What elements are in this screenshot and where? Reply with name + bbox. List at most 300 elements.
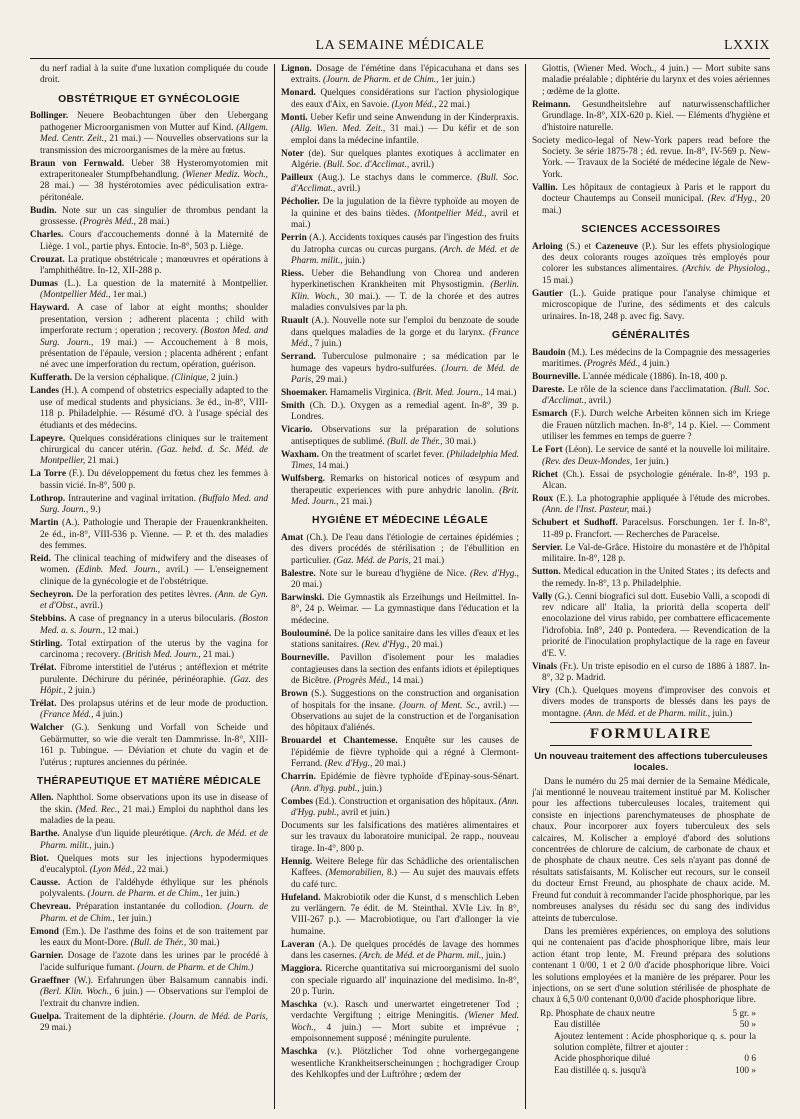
entry-author: Dareste. — [532, 384, 565, 395]
entry-author: Crouzat. — [30, 254, 65, 265]
section-heading: THÉRAPEUTIQUE ET MATIÈRE MÉDICALE — [36, 775, 262, 787]
entry-author: Walcher — [30, 723, 64, 734]
entry-date: mai.) — [629, 505, 651, 516]
entry-citation: (Journ. de Pharm. et de Chim., — [40, 902, 268, 924]
bibliography-entry — [532, 183, 770, 217]
entry-citation: (Berl. Klin. Woch., — [40, 987, 112, 998]
formula-ingredient: Eau distillée q. s. jusqu'à — [554, 1065, 647, 1076]
bibliography-entry — [281, 653, 519, 687]
bibliography-entry — [30, 279, 268, 302]
entry-author: Kufferath. — [30, 373, 73, 384]
entry-author: Dumas — [30, 278, 58, 289]
formulaire-paragraph: Dans les premières expériences, on employa des solutions qui ne contenaient pas d'acide phosphorique libre, mais leur action étant trop lente, M. Freund prépara des solutions contenant 1 0/00, 1 et 2 0/0 d'acide phosphorique libre. Voici les solutions employées et la manière de les préparer. Pour les injections, on se sert d'une solution stérilisée de phosphate de chaux à 6,5 0/0 contenant 0,0/00 d'acide phosphorique libre. — [532, 926, 770, 1006]
entry-date: 20 mai.) — [291, 580, 322, 591]
entry-title: La pratique obstétricale ; manœuvres et opérations à l'amphithéâtre. In-12, XII-288 p. — [40, 254, 268, 276]
bibliography-entry — [532, 518, 770, 541]
entry-author: Reimann. — [532, 99, 571, 110]
entry-author: Martin — [30, 518, 59, 529]
entry-title: On the treatment of scarlet fever. — [318, 449, 447, 460]
entry-author: Combes — [281, 796, 314, 807]
section-heading: GÉNÉRALITÉS — [611, 330, 691, 341]
entry-author: Maschka — [281, 1047, 318, 1058]
entry-author: Stirling. — [30, 638, 63, 649]
entry-author: Le Fort — [532, 445, 563, 456]
entry-citation: (Allg. Wien. Med. Zeit., — [291, 124, 386, 135]
bibliography-entry — [281, 316, 519, 350]
bibliography-entry — [281, 772, 519, 795]
entry-title: Gesundheitslehre auf naturwissenschaftlicher Grundlage. In-8°, XIX-620 p. Kiel. — Eléments d'hygiène et d'histoire naturelle. — [542, 99, 770, 133]
entry-author: Laveran — [281, 939, 315, 950]
entry-title: L'année médicale (1886). In-18, 400 p. — [580, 371, 728, 382]
bibliography-entry — [281, 450, 519, 473]
entry-author: Allen. — [30, 793, 54, 804]
formulaire-rule — [550, 722, 752, 723]
formula-ingredient: Acide phosphorique dilué — [554, 1054, 651, 1065]
entry-author: Causse. — [30, 878, 61, 889]
entry-title: (Ch.). Quelques moyens d'improviser des convois et divers modes de transports de blessés dans les pays de montagne. — [542, 686, 770, 719]
entry-author: Boulouminé. — [281, 628, 332, 639]
bibliography-entry — [281, 569, 519, 592]
entry-citation: (Med. Rec., — [75, 804, 120, 815]
entry-citation: (Montpellier Méd., — [414, 208, 487, 219]
entry-title: (F.). Du développement du fœtus chez les femmes à bassin vicié. In-8°, 500 p. — [40, 469, 268, 491]
entry-author: Brown — [281, 689, 308, 700]
entry-author: Secheyron. — [30, 589, 74, 600]
entry-title: (v.). Rasch und unerwartet eingetretener Tod ; verdachte Vergiftung ; eitrige Meningitis. — [291, 1000, 519, 1022]
entry-date: 8.) — Au sujet des mauvais effets du café turc. — [291, 868, 519, 890]
entry-date: 28 mai.) — [135, 217, 170, 228]
entry-author: Biot. — [30, 853, 49, 864]
entry-author: Baudoin — [532, 347, 566, 358]
bibliography-entry — [281, 269, 519, 315]
entry-title: De la version céphalique. — [72, 373, 172, 384]
entry-date: juin.) — [359, 783, 382, 794]
entry-date: 22 mai.) — [436, 99, 470, 110]
bibliography-entry — [30, 255, 268, 278]
section-heading: OBSTÉTRIQUE ET GYNÉCOLOGIE — [58, 93, 240, 105]
entry-date: 30 mai.). — T. de la chorée et des autres maladies convulsives par la ph. — [291, 291, 519, 314]
entry-citation: (Rev. d'Hyg., — [470, 568, 519, 579]
entry-citation: (Progrès Méd., — [79, 217, 136, 228]
bibliography-entry — [532, 372, 770, 383]
entry-author: Trélat. — [30, 663, 57, 674]
bibliography-entry — [281, 533, 519, 567]
entry-author: Balestre. — [281, 568, 316, 579]
bibliography-entry — [281, 352, 519, 386]
formula-row — [540, 1009, 770, 1020]
entry-date: 14 mai.) — [482, 387, 517, 398]
entry-citation: (Brit. Med. Journ., — [291, 485, 519, 507]
entry-title: (M.). Les médecins de la Compagnie des messageries maritimes. — [542, 347, 770, 369]
formula-row — [540, 1054, 770, 1065]
entry-date: 28 mai.) — 38 hystérotomies avec pédiculisation extra-péritonéale. — [40, 181, 268, 203]
formula-quantity: 5 gr. » — [732, 1008, 756, 1019]
entry-citation: (Allgem. Med. Centr. Zeit., — [40, 122, 268, 145]
bibliography-entry — [30, 469, 268, 492]
entry-title: Ueber die Behandlung von Chorea und anderen hyperkinetischen Krankheiten mit Physostigmin. — [291, 269, 519, 291]
entry-title: Préparation instantanée du collodion. — [70, 902, 228, 913]
entry-citation: (Progrès Méd., — [583, 358, 641, 369]
entry-author: Vallin. — [532, 182, 558, 193]
bibliography-entry — [532, 494, 770, 517]
entry-citation: (Brit. Med. Journ., — [413, 387, 483, 398]
page-number: LXXIX — [723, 38, 770, 53]
entry-citation: (Ann. d'Hyg. publ., — [291, 796, 519, 818]
entry-author: Reid. — [30, 554, 51, 565]
entry-date: juin.) — [91, 840, 114, 851]
bibliography-entry — [30, 793, 268, 827]
continuation-text: Glottis, (Wiener Med. Woch., 4 juin.) — Mort subite sans maladie préalable ; diphtérie du larynx et des voies aériennes ; œdème de la glotte. — [542, 64, 770, 97]
entry-title: (Ch.). Essai de psychologie générale. In-8°, 193 p. Alcan. — [542, 469, 770, 491]
entry-citation: (Berlin. Klin. Woch., — [291, 280, 519, 302]
entry-author: Vicario. — [281, 425, 313, 436]
bibliography-entry — [281, 233, 519, 267]
bibliography-entry — [30, 111, 268, 157]
entry-citation: (Philadelphia Med. Times, — [291, 449, 519, 472]
formula-ingredient: Ajoutez lentement : Acide phosphorique q. s. pour la solution complète, filtrer et ajouter : — [554, 1031, 756, 1053]
bibliography-entry — [281, 64, 519, 87]
bibliography-entry — [30, 159, 268, 205]
entry-citation: (Ann. de l'Inst. Pasteur, — [542, 505, 630, 516]
entry-author: Waxham. — [281, 449, 319, 460]
entry-title: (H.). A compend of obstetrics especially adapted to the use of medical students and physicians. 3e éd., in-8°, VIII-118 p. Philadelphie. — Résumé d'O. à l'usage spécial des étudiants et des médecins. — [40, 386, 268, 431]
entry-citation: (Buffalo Med. and Surg. Journ., — [40, 493, 268, 516]
entry-title: Fibrome interstitiel de l'utérus ; antéflexion et métrite purulente. Déchirure du périnée, périnéoraphie. — [40, 663, 268, 685]
entry-title: Le Val-de-Grâce. Histoire du monastère et de l'hôpital militaire. In-8°, 128 p. — [542, 542, 770, 565]
bibliography-entry — [281, 964, 519, 998]
entry-title: (A.). Pathologie und Therapie der Frauenkrankheiten. 2e éd., in-8°, VIII-536 p. Vienne. — P. et th. des maladies des femmes. — [40, 518, 268, 552]
bibliography-entry — [30, 590, 268, 613]
bibliography-entry — [532, 567, 770, 590]
bibliography-entry — [532, 385, 770, 408]
entry-citation: (Ann. de Méd. et de Pharm. milit., — [583, 708, 711, 719]
entry-author: Pailleux — [281, 173, 314, 184]
bibliography-entry — [30, 902, 268, 925]
entry-date: 2 juin.) — [208, 373, 238, 384]
journal-title: LA SEMAINE MÉDICALE — [315, 38, 485, 53]
header-rule — [30, 58, 770, 59]
entry-citation: (Boston Med. a. s. Journ., — [40, 614, 268, 636]
entry-citation: (Arch. de Méd. et de Pharm. milit., — [291, 244, 519, 267]
entry-title: Pavillon d'isolement pour les maladies contagieuses dans la section des enfants idiots et épileptiques de Bicêtre. — [291, 653, 519, 687]
entry-title: Les hôpitaux de contagieux à Paris et le rapport du docteur Chautemps au Conseil municipal. — [542, 182, 770, 205]
bibliography-entry — [281, 1047, 519, 1081]
entry-date: 1er juin.) — [202, 889, 240, 900]
entry-title: Naphthol. Some observations upon its use in disease of the skin. — [40, 793, 268, 815]
entry-citation: (Journ. de Méd. de Paris, — [291, 363, 519, 385]
entry-author: Schubert et Sudhoff. — [532, 518, 618, 529]
entry-author: Charrin. — [281, 772, 316, 783]
entry-date: 22 mai.) — [134, 865, 168, 876]
entry-citation: (Bull. Soc. d'Acclimat., — [291, 173, 519, 195]
entry-author: Braun von Fernwald. — [30, 158, 125, 169]
bibliography-entry — [281, 821, 519, 855]
entry-author: Stebbins. — [30, 614, 67, 625]
entry-citation: (Bull. de Thér., — [387, 436, 443, 447]
entry-date: avril.) — Observations au sujet de la construction et de l'organisation des hôpitaux d'aliénés. — [291, 700, 519, 734]
entry-citation: (France Méd., — [40, 710, 94, 721]
entry-citation: (Bull. Soc. d'Acclimat., — [323, 160, 410, 171]
entry-date: 1er juin.) — [114, 913, 152, 924]
formulaire-paragraph: Dans le numéro du 25 mai dernier de la Semaine Médicale, j'ai mentionné le nouveau traitement institué par M. Kolischer pour les affections tuberculeuses locales, traitement qui consiste en injections parenchymateuses de phosphate de chaux. Pour incorporer aux foyers tuberculeux des sels calcaires, M. Kolischer a employé d'abord des solutions concentrées de chlorure de calcium, de carbonate de chaux et de phosphate de chaux neutre. Ces sels n'ayant pas donné de résultats satisfaisants, M. Kolischer eut recours, sur le conseil du docteur Ernst Freund, au phosphate de chaux acide. M. Freund fut conduit à recommander l'acide phosphorique, par les nombreuses analyses du résidu sec du sang des individus atteints de tuberculose. — [532, 776, 770, 924]
entry-citation: (Boston Med. and Surg. Journ., — [40, 326, 268, 348]
bibliography-entry — [532, 242, 770, 288]
bibliography-entry — [30, 639, 268, 662]
entry-date: 21 mai.) — [85, 456, 119, 467]
entry-date: 1er juin.) — [438, 75, 475, 86]
entry-author: Servier. — [532, 542, 563, 553]
entry-author: Ruault — [281, 316, 309, 327]
bibliography-entry — [30, 829, 268, 852]
entry-date: 20 mai.) — [372, 759, 406, 770]
entry-citation: (Lyon Méd., — [391, 99, 437, 110]
entry-title: Makrobiotik oder die Kunst, d s menschlich Leben zu verlängern. 7e édit. de M. Steinthal. XVIe Liv. In 8°, VIII-267 p.). — Macrobiotique, ou l'art d'allonger la vie humaine. — [291, 892, 519, 937]
formula-ingredient: Eau distillée — [554, 1020, 601, 1031]
entry-title: Weitere Belege für das Schädliche des orientalischen Kaffees. — [291, 856, 519, 879]
entry-date: 29 mai.) — [313, 374, 347, 385]
entry-title: Die Gymnastik als Erzeihungs und Heilmittel. In-8°, 24 p. Weimar. — La gymnastique dans l'éducation et la médecine. — [291, 593, 519, 626]
entry-title: Tuberculose pulmonaire ; sa médication par le humage des vapeurs hydro-sulfurées. — [291, 352, 519, 374]
entry-title: Epidémie de fièvre typhoïde d'Epinay-sous-Sénart. — [315, 772, 519, 783]
entry-author: Smith — [281, 400, 305, 411]
entry-date: juin.) — [483, 951, 506, 962]
entry-author: Vally — [532, 591, 553, 602]
entry-title: Dosage de l'azote dans les urines par le procédé à l'acide sulfurique fumant. — [40, 951, 268, 973]
entry-author: Budin. — [30, 205, 57, 216]
entry-author: Lapeyre. — [30, 433, 66, 444]
entry-title: (Aug.). Le stachys dans le commerce. — [313, 173, 478, 184]
entry-date: juin.) — [342, 256, 365, 267]
formulaire-title: FORMULAIRE — [589, 726, 713, 743]
entry-title: The clinical teaching of midwifery and the diseases of women. — [40, 554, 268, 576]
bibliography-entry — [30, 854, 268, 877]
entry-title: (S.). Suggestions on the construction and organisation of hospitals for the insane. — [291, 689, 519, 711]
entry-author: Maggiora. — [281, 964, 323, 975]
bibliography-entry — [30, 976, 268, 1010]
formulaire-subtitle: Un nouveau traitement des affections tuberculeuses locales. — [534, 749, 768, 772]
bibliography-entry — [30, 554, 268, 588]
bibliography-entry — [30, 434, 268, 468]
entry-title: Documents sur les falsifications des matières alimentaires et sur les travaux du laboratoire municipal. 2e rapp., nouveau tirage. In-4°, 800 p. — [281, 820, 519, 854]
entry-title: De la police sanitaire dans les villes d'eaux et les stations sanitaires. — [291, 628, 519, 651]
bibliography-entry — [532, 348, 770, 371]
entry-citation: (Wiener Mediz. Woch., — [182, 169, 268, 180]
entry-title: (Fr.). Un triste episodio en el curso de 1886 à 1887. In-8°, 32 p. Madrid. — [542, 661, 770, 683]
entry-citation: (Gaz. hebd. d. Sc. Méd. de Montpellier, — [40, 445, 268, 467]
bibliography-entry — [532, 662, 770, 685]
entry-title: Traitement de la diphtérie. — [61, 1011, 169, 1022]
entry-date: 4 juin.) — [93, 710, 123, 721]
entry-title: Dosage de l'émétine dans l'épicacuhana et dans ses extraits. — [291, 64, 519, 86]
entry-date: 20 mai.) — [542, 194, 770, 216]
entry-author: La Torre — [30, 469, 66, 480]
entry-date: 12 mai.) — [105, 625, 139, 636]
entry-title: Observations sur la préparation de solutions antiseptiques de sublimé. — [291, 425, 519, 447]
entry-citation: (Gaz. Méd. de Paris, — [333, 555, 411, 566]
entry-author: Graeffner — [30, 975, 70, 986]
bibliography-entry — [281, 401, 519, 424]
entry-author: Lignon. — [281, 64, 312, 74]
formula-quantity: 100 » — [735, 1065, 756, 1076]
entry-citation: (Montpellier Méd., — [40, 290, 111, 301]
bibliography-entry — [281, 940, 519, 963]
entry-title: A case of labor at eight months; shoulder presentation, version ; adherent placenta ; child with imperforate rectum ; operation ; recovery. — [40, 303, 268, 337]
entry-author: Wulfsberg. — [281, 474, 325, 485]
entry-author: Vinals — [532, 661, 557, 672]
section-heading: HYGIÈNE ET MÉDECINE LÉGALE — [311, 515, 489, 527]
bibliography-entry — [281, 689, 519, 735]
bibliography-entry — [532, 470, 770, 493]
entry-author: Cazeneuve — [595, 241, 639, 252]
entry-citation: (Rev. d'Hyg., — [324, 759, 373, 770]
entry-date: 6 juin.) — Observations sur l'emploi de l'extrait du chanvre indien. — [40, 987, 268, 1009]
entry-title: (de). Sur quelques plantes exotiques à acclimater en Algérie. — [291, 148, 519, 171]
entry-author: Hayward. — [30, 303, 70, 314]
entry-date: avril.) — L'enseignement clinique de la gynécologie et de l'obstétrique. — [40, 565, 268, 587]
entry-date: 19 mai.) — Accouchement à 8 mois, présentation de l'épaule, version ; placenta adhérent ; enfant né avec une imperforation du rectum, opération, guérison. — [40, 337, 268, 371]
entry-title: De la jugulation de la fièvre typhoïde au moyen de la quinine et des bains tièdes. — [291, 197, 519, 219]
bibliography-entry — [532, 445, 770, 468]
bibliography-entry — [532, 686, 770, 720]
bibliography-entry — [532, 543, 770, 566]
entry-author: Landes — [30, 386, 59, 397]
entry-title: (Ed.). Construction et organisation des hôpitaux. — [313, 796, 499, 807]
entry-author: Barthe. — [30, 829, 60, 840]
bibliography-entry — [30, 494, 268, 517]
entry-citation: (Wiener Med. Woch., — [291, 1011, 519, 1033]
entry-author: Bourneville. — [532, 371, 581, 382]
entry-title: Note sur un cas singulier de thrombus pendant la grossesse. — [40, 205, 268, 228]
entry-author: Serrand. — [281, 352, 316, 363]
entry-title: Enquête sur les causes de l'épidémie de fièvre typhoïde qui a régné à Clermont-Ferrand. — [291, 736, 519, 770]
entry-author: Guelpa. — [30, 1011, 62, 1022]
entry-author: Perrin — [281, 233, 307, 244]
entry-author: Trélat. — [30, 698, 57, 709]
entry-title: Action de l'aldéhyde éthylique sur les phénols polyvalents. — [40, 878, 268, 900]
entry-citation: (Journ. de Pharm. et de Chim.) — [137, 962, 254, 973]
entry-citation: (Ann. d'hyg. publ., — [291, 783, 360, 794]
bibliography-entry — [281, 88, 519, 111]
entry-date: 31 mai.) — Du kéfir et de son emploi dans la médecine infantile. — [291, 124, 519, 146]
entry-title: (Ch. D.). Oxygen as a remedial agent. In-8°, 39 p. Londres. — [291, 400, 519, 423]
entry-title: Paracelsus. Forschungen. 1er f. In-8°, 11-89 p. Francfort. — Recherches de Paracelse. — [542, 518, 770, 540]
entry-title: (P.). Sur les effets physiologique des deux colorants rouges azoïques très employés pour colorer les substances alimentaires. — [542, 241, 770, 275]
entry-author: Lothrop. — [30, 493, 66, 504]
entry-author: Chevreau. — [30, 902, 71, 913]
entry-citation: (Journ. of Ment. Sc., — [399, 700, 480, 711]
bibliography-entry — [532, 409, 770, 443]
bibliography-entry — [30, 699, 268, 722]
entry-title: Quelques considérations cliniques sur le traitement chirurgical du cancer utérin. — [40, 433, 268, 456]
column-divider-2 — [525, 64, 526, 1109]
bibliography-entry — [30, 1012, 268, 1035]
entry-title: Neuere Beobachtungen über den Uebergang pathogener Microorganismen von Mutter auf Kind. — [40, 111, 268, 133]
entry-title: (A.). De quelques procédés de lavage des hommes dans les casernes. — [291, 939, 519, 962]
entry-date: 30 mai.) — [186, 938, 220, 949]
entry-author: Barwinski. — [281, 593, 325, 604]
formulaire-rule — [550, 745, 752, 746]
column-1 — [30, 64, 268, 1112]
entry-author: Bollinger. — [30, 111, 69, 122]
entry-author: Arloing — [532, 241, 563, 252]
continuation-text: du nerf radial à la suite d'une luxation compliquée du coude droit. — [40, 64, 268, 86]
entry-title: (G.). Senkung und Vorfall von Scheide und Gebärmutter, so wie die veralt ten Dammrisse. In-8°, XIII-161 p. Tubingue. — Déviation et chute du vagin et de l'utérus ; ruptures anciennes du périnée. — [40, 723, 268, 768]
formula-ingredient: Rp. Phosphate de chaux neutre — [540, 1008, 655, 1019]
bibliography-entry — [532, 289, 770, 323]
entry-date: avril et mai.) — [291, 208, 519, 231]
entry-author: Pécholier. — [281, 197, 320, 208]
entry-date: juin.) — [710, 708, 733, 719]
entry-citation: (Arch. de Méd. et de Pharm. mil., — [359, 951, 484, 962]
entry-title: Des prolapsus utérins et de leur mode de production. — [56, 698, 268, 709]
column-divider-1 — [274, 64, 275, 1109]
entry-citation: (Lyon Méd., — [89, 865, 135, 876]
entry-title: Note sur le bureau d'hygiène de Nice. — [315, 568, 470, 579]
entry-title: Quelques considérations sur l'action physiologique des eaux d'Aix, en Savoie. — [291, 88, 519, 110]
entry-author: Viry — [532, 686, 550, 696]
entry-date: 21 mai.) — [200, 650, 235, 661]
entry-date: 14 mai.) — [389, 676, 424, 687]
entry-date: avril.) — [586, 396, 612, 407]
entry-title: A case of pregnancy in a uterus bilocularis. — [66, 614, 240, 625]
entry-title: (L.). Guide pratique pour l'analyse chimique et microscopique de l'urine, des sédiments et des calculs urinaires. In-18, 248 p. avec fig. Savy. — [542, 288, 770, 322]
entry-citation: (Journ. de Pharm. et de Chim., — [323, 75, 439, 86]
entry-citation: (British Med. Journ., — [122, 650, 201, 661]
formula-quantity: 50 » — [739, 1020, 756, 1031]
entry-title: (E.). La photographie appliquée à l'étude des microbes. — [553, 493, 770, 504]
entry-citation: (Clinique, — [171, 373, 209, 384]
formula-block — [540, 1009, 770, 1077]
entry-author: Bourneville. — [281, 653, 330, 664]
entry-citation: (Gaz. des Hôpit., — [40, 674, 268, 696]
entry-title: De la perforation des petites lèvres. — [73, 589, 215, 600]
bibliography-entry — [281, 149, 519, 172]
entry-title: Intrauterine and vaginal irritation. — [65, 493, 199, 504]
entry-title: (Ch.). De l'eau dans l'étiologie de certaines épidémies ; des divers procédés de stérilisation ; de l'ébullition en particulier. — [291, 532, 519, 566]
entry-citation: (Journ. de Méd. de Paris, — [168, 1011, 268, 1022]
entry-author: Emond — [30, 926, 59, 937]
entry-date: 29 mai.) — [40, 1022, 71, 1033]
entry-citation: (Archiv. de Physiolog., — [682, 264, 770, 275]
entry-title: Quelques mots sur les injections hypodermiques d'eucalyptol. — [40, 853, 268, 876]
bibliography-entry — [532, 100, 770, 134]
bibliography-entry — [281, 113, 519, 147]
entry-date: 9.) — [88, 505, 101, 516]
formula-row — [540, 1066, 770, 1077]
entry-title: Remarks on historical notices of œsypum and therapeutic experiences with pure anhydric lanolin. — [291, 474, 519, 496]
entry-citation: (France Méd., — [291, 327, 519, 350]
entry-citation: (Progrès Méd., — [333, 676, 390, 687]
entry-date: 14 mai.) — [315, 461, 349, 472]
entry-title: Medical education in the United States ; its defects and the remedy. In-8°, 13 p. Philadelphie. — [542, 567, 770, 589]
bibliography-entry — [532, 136, 770, 182]
entry-author: Hennig. — [281, 856, 313, 867]
bibliography-entry — [30, 878, 268, 901]
entry-title: Le rôle de la science dans l'acclimatation. — [564, 384, 731, 395]
entry-author: Charles. — [30, 230, 64, 241]
entry-citation: (Ann. de Gyn. et d'Obst., — [40, 589, 268, 612]
entry-title: Analyse d'un liquide pleurétique. — [59, 829, 190, 840]
entry-author: Noter — [281, 148, 304, 159]
entry-citation: (Bull. Soc. d'Acclimat., — [542, 384, 770, 407]
entry-author: Brouardel et Chantemesse. — [281, 736, 398, 747]
entry-title: (F.). Durch welche Arbeiten können sich im Kriege die Frauen nützlich machen. In-8°, 14 p. Kiel. — Comment utiliser les femmes en temps de guerre ? — [542, 409, 770, 443]
bibliography-entry — [30, 951, 268, 974]
entry-date: avril et juin.) — [338, 807, 390, 818]
bibliography-entry — [281, 736, 519, 770]
bibliography-entry — [281, 173, 519, 196]
entry-author: Amat — [281, 532, 304, 543]
